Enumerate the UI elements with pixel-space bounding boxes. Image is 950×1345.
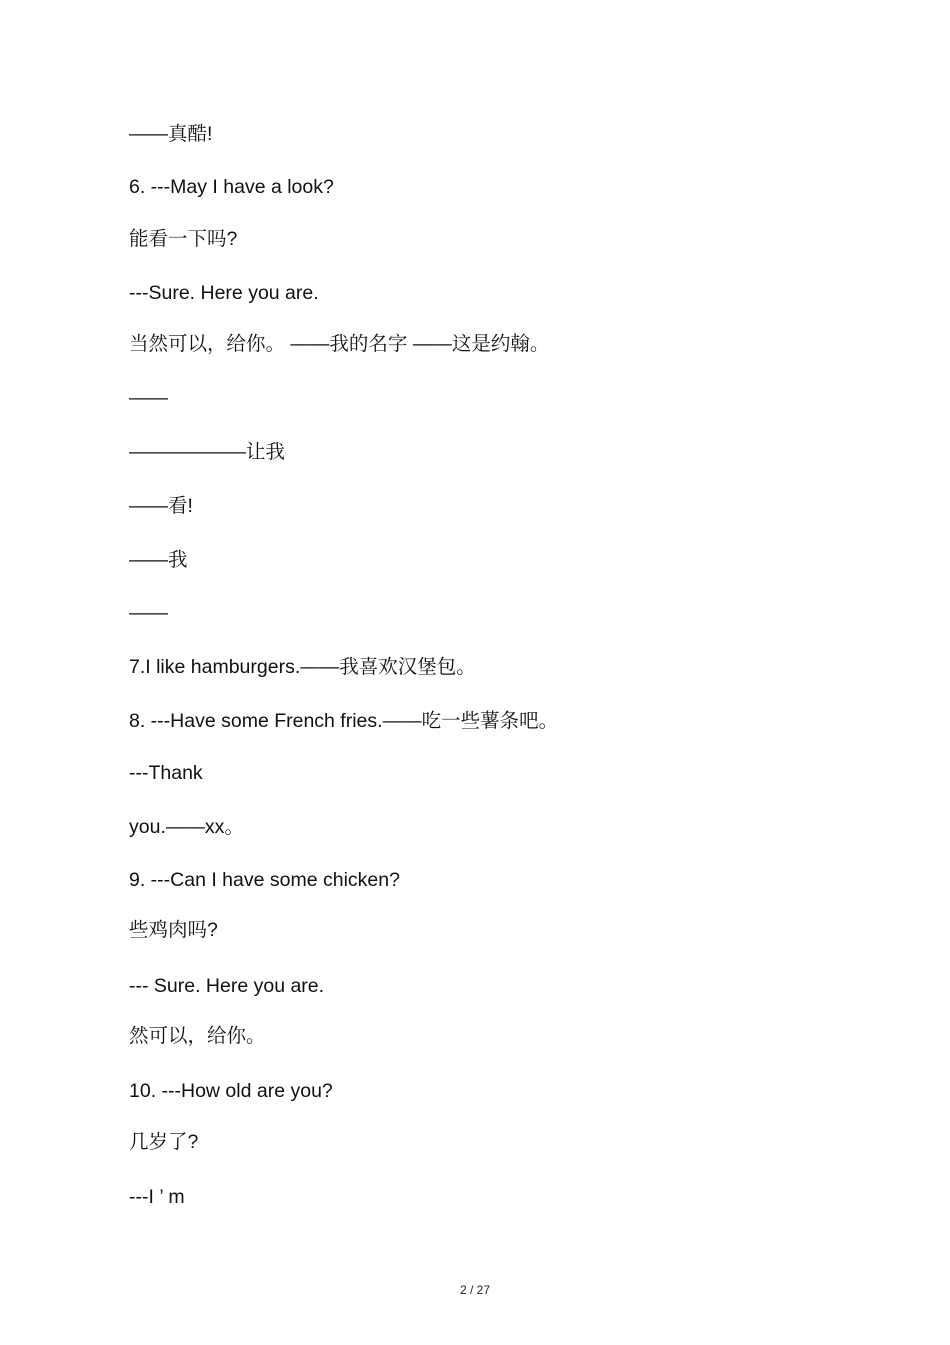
text-line-3: 能看一下吗?	[129, 228, 238, 250]
text-line-17: --- Sure. Here you are.	[129, 975, 325, 997]
text-line-13: ---Thank	[129, 762, 203, 784]
text-line-10: ——	[129, 602, 168, 624]
text-line-18: 然可以，给你。	[129, 1025, 266, 1047]
text-line-16: 些鸡肉吗?	[129, 919, 218, 941]
text-line-21: ---I ’ m	[129, 1186, 185, 1208]
text-line-5: 当然可以，给你。 ——我的名字 ——这是约翰。	[129, 333, 550, 355]
text-line-1: ——真酷!	[129, 123, 213, 145]
page-number: 2 / 27	[459, 1283, 491, 1297]
text-line-11: 7.I like hamburgers.——我喜欢汉堡包。	[129, 656, 476, 678]
text-line-20: 几岁了?	[129, 1131, 199, 1153]
text-line-9: ——我	[129, 549, 188, 571]
text-line-8: ——看!	[129, 495, 193, 517]
text-line-12: 8. ---Have some French fries.——吃一些薯条吧。	[129, 710, 559, 732]
text-line-15: 9. ---Can I have some chicken?	[129, 869, 400, 891]
text-line-7: ——————让我	[129, 441, 286, 463]
text-line-4: ---Sure. Here you are.	[129, 282, 319, 304]
text-line-14: you.——xx。	[129, 816, 244, 838]
text-line-2: 6. ---May I have a look?	[129, 176, 334, 198]
text-line-19: 10. ---How old are you?	[129, 1080, 333, 1102]
text-line-6: ——	[129, 387, 168, 409]
